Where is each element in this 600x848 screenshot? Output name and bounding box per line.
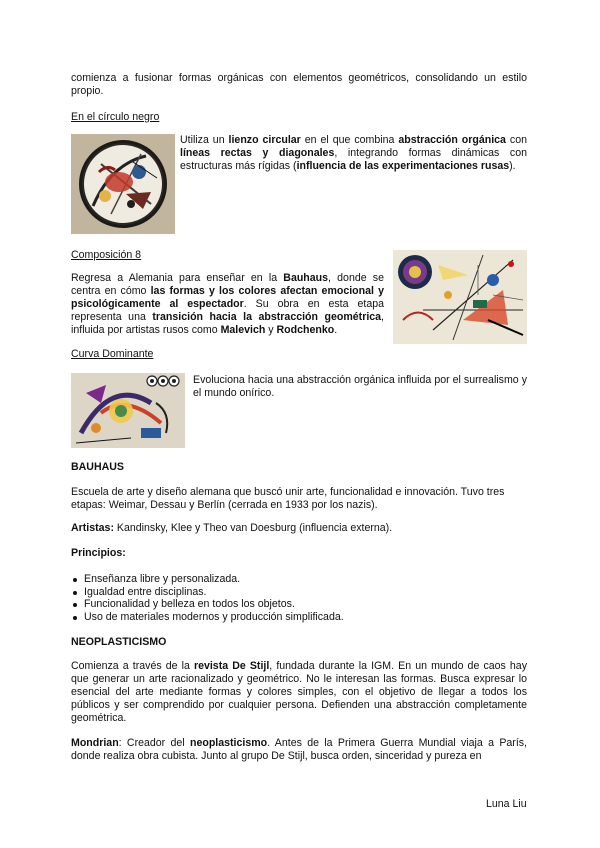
composicion-title: Composición 8	[71, 249, 142, 261]
list-item: Funcionalidad y belleza en todos los objetos.	[71, 598, 529, 611]
bauhaus-artists: Artistas: Kandinsky, Klee y Theo van Doesburg (influencia externa).	[71, 522, 393, 534]
footer-author: Luna Liu	[486, 798, 527, 810]
neoplasticismo-description: Comienza a través de la revista De Stijl, fundada durante la IGM. En un mundo de caos hay que generar un arte racionalizado y geométrico. No le interesan las formas. Busca expresar lo esencial del arte mediante formas y colores simples, con el objetivo de llegar a todos los públicos y ser comprendido por cualquier persona. Defienden una abstracción completamente geométrica.	[71, 660, 527, 724]
composicion-painting-image	[393, 250, 527, 344]
bauhaus-principles-heading: Principios:	[71, 547, 126, 559]
bauhaus-heading: BAUHAUS	[71, 461, 124, 473]
list-item: Igualdad entre disciplinas.	[71, 586, 529, 599]
circulo-description: Utiliza un lienzo circular en el que combina abstracción orgánica con líneas rectas y diagonales, integrando formas dinámicas con estructuras más rígidas (influencia de las experimentaciones rusas).	[180, 134, 528, 172]
intro-paragraph: comienza a fusionar formas orgánicas con elementos geométricos, consolidando un estilo propio.	[71, 72, 527, 97]
circulo-title: En el círculo negro	[71, 111, 160, 123]
circulo-painting-image	[71, 134, 175, 234]
list-item: Enseñanza libre y personalizada.	[71, 573, 529, 586]
bauhaus-description: Escuela de arte y diseño alemana que buscó unir arte, funcionalidad e innovación. Tuvo tres etapas: Weimar, Dessau y Berlín (cerrada en 1933 por los nazis).	[71, 486, 505, 511]
curva-title: Curva Dominante	[71, 348, 154, 360]
bauhaus-principles-list	[71, 573, 529, 623]
curva-description: Evoluciona hacia una abstracción orgánica influida por el surrealismo y el mundo onírico.	[193, 374, 527, 399]
curva-painting-image	[71, 373, 185, 448]
composicion-description: Regresa a Alemania para enseñar en la Bauhaus, donde se centra en cómo las formas y los colores afectan emocional y psicológicamente al espectador. Su obra en esta etapa representa una transición hacia la abstracción geométrica, influida por artistas rusos como Malevich y Rodchenko.	[71, 272, 385, 336]
neoplasticismo-heading: NEOPLASTICISMO	[71, 636, 167, 648]
mondrian-paragraph: Mondrian: Creador del neoplasticismo. Antes de la Primera Guerra Mundial viaja a París, donde realiza obra cubista. Junto al grupo De Stijl, busca orden, sinceridad y pureza en	[71, 737, 528, 762]
list-item: Uso de materiales modernos y producción simplificada.	[71, 611, 529, 624]
